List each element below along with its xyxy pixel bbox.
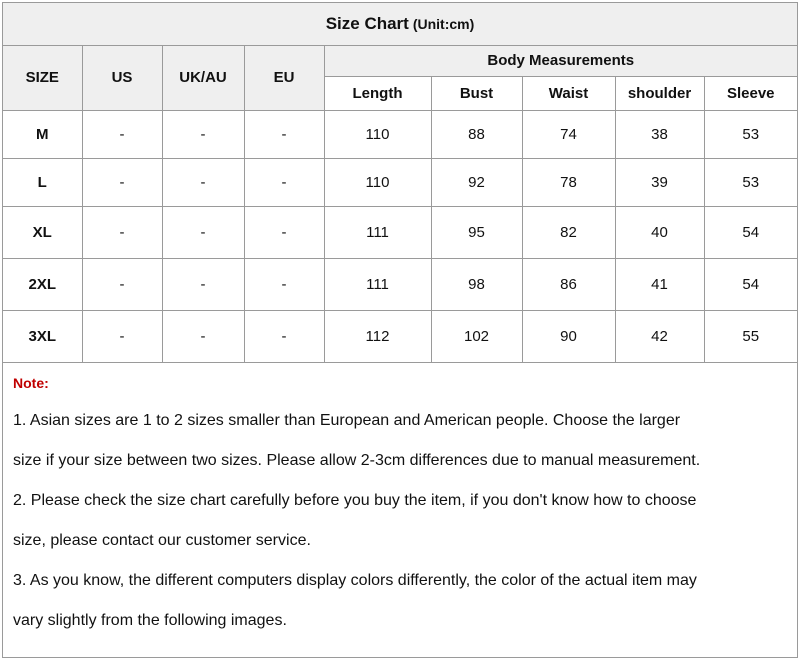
title-bar (3, 3, 797, 46)
notes-section (3, 375, 797, 641)
shoulder-cell: 41 (615, 258, 704, 310)
ukau-cell: - (162, 310, 244, 362)
us-cell: - (82, 158, 162, 206)
waist-cell: 82 (522, 206, 615, 258)
ukau-cell: - (162, 158, 244, 206)
size-cell: M (3, 110, 82, 158)
shoulder-cell: 39 (615, 158, 704, 206)
header-us: US (82, 46, 162, 110)
size-cell: XL (3, 206, 82, 258)
sleeve-cell: 55 (704, 310, 797, 362)
waist-cell: 90 (522, 310, 615, 362)
header-length: Length (324, 76, 431, 110)
waist-cell: 86 (522, 258, 615, 310)
us-cell: - (82, 310, 162, 362)
note-line: size if your size between two sizes. Please allow 2-3cm differences due to manual measurement. (13, 451, 701, 469)
size-cell: 3XL (3, 310, 82, 362)
size-chart (2, 2, 798, 658)
eu-cell: - (244, 310, 324, 362)
header-waist: Waist (522, 76, 615, 110)
table-row (3, 110, 797, 158)
eu-cell: - (244, 258, 324, 310)
bust-cell: 92 (431, 158, 522, 206)
waist-cell: 74 (522, 110, 615, 158)
header-ukau: UK/AU (162, 46, 244, 110)
us-cell: - (82, 206, 162, 258)
note-line: 1. Asian sizes are 1 to 2 sizes smaller than European and American people. Choose the larger (13, 411, 681, 429)
bust-cell: 88 (431, 110, 522, 158)
length-cell: 112 (324, 310, 431, 362)
table-row (3, 258, 797, 310)
length-cell: 110 (324, 158, 431, 206)
header-sleeve: Sleeve (704, 76, 797, 110)
eu-cell: - (244, 110, 324, 158)
sleeve-cell: 54 (704, 258, 797, 310)
table-row (3, 310, 797, 362)
chart-unit: (Unit:cm) (412, 16, 475, 32)
header-body-measurements: Body Measurements (324, 46, 797, 76)
ukau-cell: - (162, 258, 244, 310)
table-row (3, 206, 797, 258)
ukau-cell: - (162, 110, 244, 158)
sleeve-cell: 53 (704, 110, 797, 158)
us-cell: - (82, 258, 162, 310)
note-line: 3. As you know, the different computers display colors differently, the color of the actual item may (13, 571, 697, 589)
bust-cell: 98 (431, 258, 522, 310)
header-size: SIZE (3, 46, 82, 110)
header-bust: Bust (431, 76, 522, 110)
bust-cell: 102 (431, 310, 522, 362)
size-table (3, 46, 797, 363)
eu-cell: - (244, 158, 324, 206)
us-cell: - (82, 110, 162, 158)
length-cell: 111 (324, 206, 431, 258)
bust-cell: 95 (431, 206, 522, 258)
size-cell: L (3, 158, 82, 206)
sleeve-cell: 53 (704, 158, 797, 206)
eu-cell: - (244, 206, 324, 258)
note-title: Note: (13, 374, 49, 391)
size-cell: 2XL (3, 258, 82, 310)
shoulder-cell: 38 (615, 110, 704, 158)
header-shoulder: shoulder (615, 76, 704, 110)
table-row (3, 158, 797, 206)
shoulder-cell: 42 (615, 310, 704, 362)
note-line: 2. Please check the size chart carefully before you buy the item, if you don't know how to choose (13, 491, 697, 509)
shoulder-cell: 40 (615, 206, 704, 258)
length-cell: 110 (324, 110, 431, 158)
waist-cell: 78 (522, 158, 615, 206)
sleeve-cell: 54 (704, 206, 797, 258)
note-line: vary slightly from the following images. (13, 611, 287, 629)
note-line: size, please contact our customer service. (13, 531, 311, 549)
header-eu: EU (244, 46, 324, 110)
ukau-cell: - (162, 206, 244, 258)
chart-title: Size Chart (325, 14, 409, 33)
length-cell: 111 (324, 258, 431, 310)
